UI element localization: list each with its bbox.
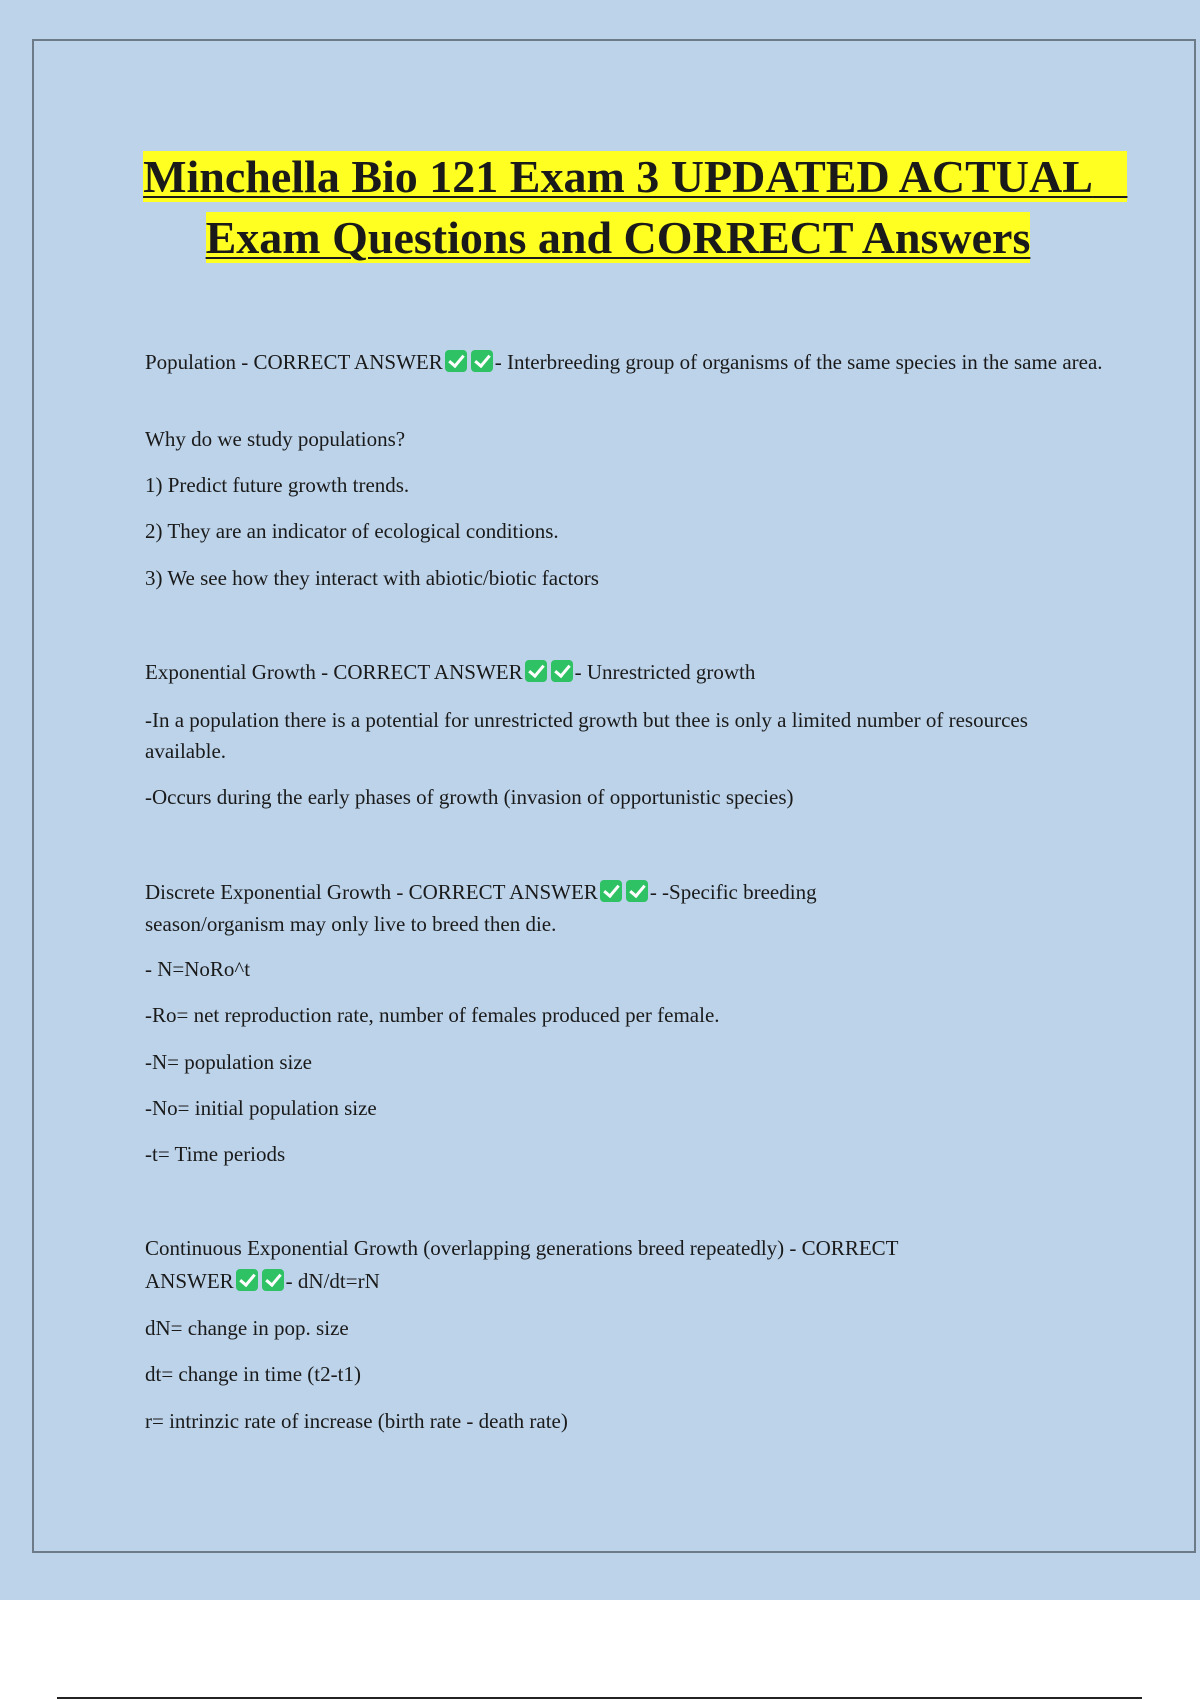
continuous-dn-def: dN= change in pop. size: [145, 1316, 349, 1340]
discrete-ro-def: -Ro= net reproduction rate, number of females produced per female.: [145, 1003, 720, 1027]
continuous-dt-def: dt= change in time (t2-t1): [145, 1362, 361, 1386]
continuous-growth-term-line2: ANSWER: [145, 1269, 234, 1293]
exponential-growth-answer: - Unrestricted growth: [574, 660, 756, 684]
study-populations-question: Why do we study populations?: [145, 427, 406, 451]
study-reason-1: 1) Predict future growth trends.: [145, 473, 410, 497]
population-definition: [145, 347, 1105, 378]
check-box-icon: [262, 1269, 284, 1291]
footer-rule: [57, 1697, 1142, 1699]
discrete-growth-term: Discrete Exponential Growth - CORRECT ANSWER: [145, 880, 598, 904]
continuous-growth-answer: - dN/dt=rN: [285, 1269, 380, 1293]
continuous-growth-term-line1: Continuous Exponential Growth (overlapping generations breed repeatedly) - CORRECT: [145, 1236, 899, 1260]
check-box-icon: [600, 880, 622, 902]
study-reason-3: 3) We see how they interact with abiotic/biotic factors: [145, 566, 599, 590]
document-title: [120, 146, 1128, 268]
discrete-formula: - N=NoRo^t: [145, 957, 251, 981]
population-answer: - Interbreeding group of organisms of the same species in the same area.: [494, 350, 1103, 374]
check-box-icon: [551, 660, 573, 682]
check-box-icon: [626, 880, 648, 902]
exponential-growth-definition: [145, 657, 1105, 688]
exponential-growth-term: Exponential Growth - CORRECT ANSWER: [145, 660, 523, 684]
document-title-text: Minchella Bio 121 Exam 3 UPDATED ACTUAL Exam Questions and CORRECT Answers: [143, 151, 1128, 263]
continuous-growth-definition: [145, 1266, 1105, 1297]
discrete-growth-answer-cont: season/organism may only live to breed then die.: [145, 912, 557, 936]
discrete-no-def: -No= initial population size: [145, 1096, 377, 1120]
check-box-icon: [445, 350, 467, 372]
population-term: Population - CORRECT ANSWER: [145, 350, 443, 374]
discrete-n-def: -N= population size: [145, 1050, 312, 1074]
check-box-icon: [236, 1269, 258, 1291]
check-box-icon: [525, 660, 547, 682]
check-box-icon: [471, 350, 493, 372]
study-reason-2: 2) They are an indicator of ecological conditions.: [145, 519, 559, 543]
exponential-growth-note-1: -In a population there is a potential for unrestricted growth but thee is only a limited number of resources available.: [145, 708, 1028, 763]
exponential-growth-note-2: -Occurs during the early phases of growth (invasion of opportunistic species): [145, 785, 794, 809]
discrete-growth-definition: [145, 877, 1105, 908]
discrete-growth-answer: - -Specific breeding: [649, 880, 817, 904]
discrete-t-def: -t= Time periods: [145, 1142, 286, 1166]
continuous-r-def: r= intrinzic rate of increase (birth rate - death rate): [145, 1409, 568, 1433]
